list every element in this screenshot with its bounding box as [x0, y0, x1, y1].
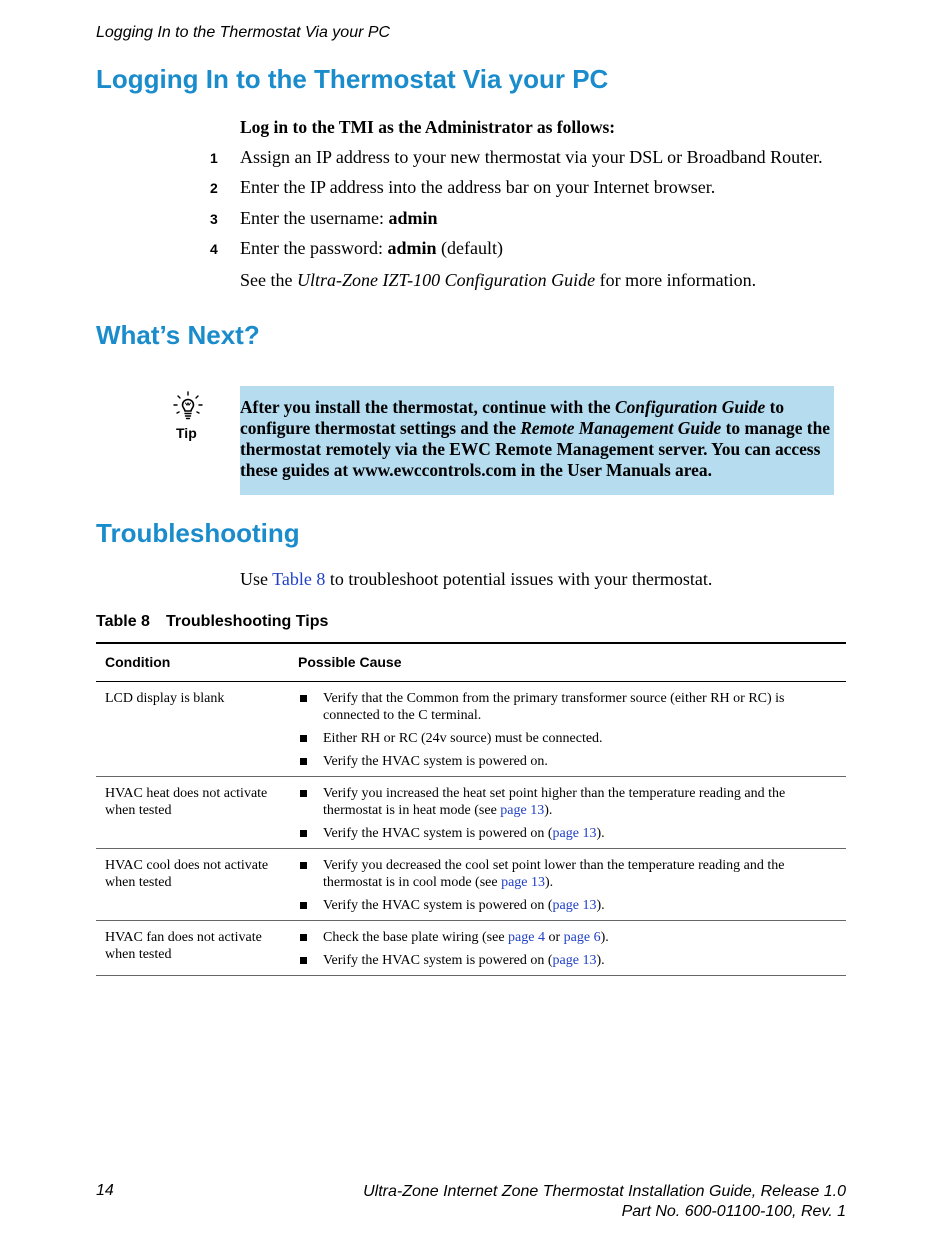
step-text-3 [240, 208, 437, 229]
bullet-square-icon [300, 735, 307, 742]
tip-box [240, 386, 834, 495]
tip-part-2: to configure thermostat settings and the [240, 397, 785, 438]
cause-item [298, 825, 837, 842]
password-value: admin [387, 238, 437, 258]
cause-item [298, 929, 837, 946]
cause-text-segment: Check the base plate wiring (see [323, 930, 509, 945]
cause-text [323, 857, 837, 891]
condition-cell: LCD display is blank [96, 682, 289, 777]
cause-item [298, 857, 837, 891]
cause-item [298, 753, 837, 770]
intro-prefix: Use [240, 569, 273, 589]
page-link[interactable]: page 13 [552, 898, 597, 913]
running-head: Logging In to the Thermostat Via your PC [96, 24, 391, 41]
step-text-3-label: Enter the username: [240, 208, 389, 228]
cause-text [323, 690, 837, 724]
cause-text-segment: Verify the HVAC system is powered on ( [323, 898, 553, 913]
page-link[interactable]: page 13 [552, 953, 597, 968]
cause-text [323, 730, 603, 747]
cause-text-segment: ). [596, 826, 605, 841]
header-condition: Condition [96, 643, 289, 682]
page-link[interactable]: page 13 [500, 803, 545, 818]
table-header-row [96, 643, 846, 682]
condition-cell: HVAC cool does not activate when tested [96, 849, 289, 921]
cause-text [323, 897, 605, 914]
possible-cause-cell [289, 682, 846, 777]
intro-suffix: to troubleshoot potential issues with your thermostat. [325, 569, 713, 589]
cause-text-segment: Either RH or RC (24v source) must be connected. [323, 731, 603, 746]
see-suffix: for more information. [595, 270, 757, 290]
tip-label: Tip [176, 425, 197, 441]
cause-text [323, 952, 605, 969]
cause-text-segment: ). [545, 875, 554, 890]
cause-text [323, 929, 609, 946]
cause-text-segment: ). [544, 803, 553, 818]
step-text-4 [240, 238, 503, 259]
troubleshooting-table [96, 642, 846, 976]
step-number-1: 1 [210, 150, 218, 166]
table-8-link[interactable]: Table 8 [272, 569, 326, 589]
table-row [96, 777, 846, 849]
cause-text [323, 825, 605, 842]
cause-text-segment: Verify the HVAC system is powered on. [323, 754, 548, 769]
tip-text [240, 397, 834, 481]
cause-text-segment: ). [596, 953, 605, 968]
see-config-guide [240, 270, 756, 291]
tip-part-3: to manage the thermostat remotely via the EWC Remote Management server. You can access these guides at www.ewccontrols.com in the User Manuals area. [240, 418, 830, 480]
header-possible-cause: Possible Cause [289, 643, 846, 682]
footer-doc-info [363, 1182, 846, 1222]
possible-cause-cell [289, 777, 846, 849]
cause-text-segment: ). [600, 930, 609, 945]
step-text-2: Enter the IP address into the address bar on your Internet browser. [240, 177, 716, 197]
cause-item [298, 785, 837, 819]
page-link[interactable]: page 6 [563, 930, 601, 945]
table-caption-title: Troubleshooting Tips [166, 613, 329, 630]
page-link[interactable]: page 4 [508, 930, 545, 945]
cause-text [323, 785, 837, 819]
step-number-4: 4 [210, 241, 218, 257]
cause-item [298, 897, 837, 914]
page-link[interactable]: page 13 [552, 826, 597, 841]
cause-text-segment: Verify the HVAC system is powered on ( [323, 826, 553, 841]
table-row [96, 921, 846, 976]
possible-cause-cell [289, 921, 846, 976]
possible-cause-cell [289, 849, 846, 921]
tip-remote-guide: Remote Management Guide [520, 418, 722, 438]
config-guide-title: Ultra-Zone IZT-100 Configuration Guide [296, 270, 596, 290]
tip-config-guide: Configuration Guide [615, 397, 766, 417]
see-prefix: See the [240, 270, 297, 290]
cause-item [298, 730, 837, 747]
footer-doc-title: Ultra-Zone Internet Zone Thermostat Installation Guide, Release 1.0 [363, 1183, 846, 1200]
section-title-logging-in: Logging In to the Thermostat Via your PC [96, 64, 609, 94]
table-body [96, 682, 846, 976]
step-number-2: 2 [210, 180, 218, 196]
bullet-square-icon [300, 695, 307, 702]
cause-text-segment: Verify that the Common from the primary transformer source (either RH or RC) is connected to the C terminal. [323, 691, 785, 723]
footer-part-number: Part No. 600-01100-100, Rev. 1 [621, 1203, 846, 1220]
bullet-square-icon [300, 790, 307, 797]
login-lead: Log in to the TMI as the Administrator as follows: [240, 117, 616, 137]
username-value: admin [388, 208, 438, 228]
bullet-square-icon [300, 934, 307, 941]
condition-cell: HVAC heat does not activate when tested [96, 777, 289, 849]
cause-text-segment: Verify you increased the heat set point higher than the temperature reading and the thermostat is in heat mode (see [323, 786, 786, 818]
cause-text-segment: Verify the HVAC system is powered on ( [323, 953, 553, 968]
cause-text-segment: Verify you decreased the cool set point lower than the temperature reading and the thermostat is in cool mode (see [323, 858, 785, 890]
step-number-3: 3 [210, 211, 218, 227]
table-row [96, 849, 846, 921]
bullet-square-icon [300, 862, 307, 869]
troubleshooting-intro [240, 569, 712, 590]
step-text-4-label: Enter the password: [240, 238, 388, 258]
footer-page-number: 14 [96, 1182, 114, 1199]
cause-text [323, 753, 548, 770]
bullet-square-icon [300, 957, 307, 964]
bullet-square-icon [300, 902, 307, 909]
tip-part-1: After you install the thermostat, continue with the [240, 397, 615, 417]
cause-text-segment: or [544, 930, 564, 945]
bullet-square-icon [300, 830, 307, 837]
cause-text-segment: ). [596, 898, 605, 913]
section-title-troubleshooting: Troubleshooting [96, 518, 300, 548]
cause-item [298, 690, 837, 724]
step-text-1: Assign an IP address to your new thermostat via your DSL or Broadband Router. [240, 147, 823, 167]
cause-item [298, 952, 837, 969]
table-row [96, 682, 846, 777]
bullet-square-icon [300, 758, 307, 765]
table-caption-number: Table 8 [96, 613, 150, 630]
page-link[interactable]: page 13 [501, 875, 546, 890]
table-caption [96, 613, 328, 631]
password-suffix: (default) [436, 238, 503, 258]
condition-cell: HVAC fan does not activate when tested [96, 921, 289, 976]
lightbulb-icon [172, 391, 204, 423]
section-title-whats-next: What’s Next? [96, 320, 260, 350]
